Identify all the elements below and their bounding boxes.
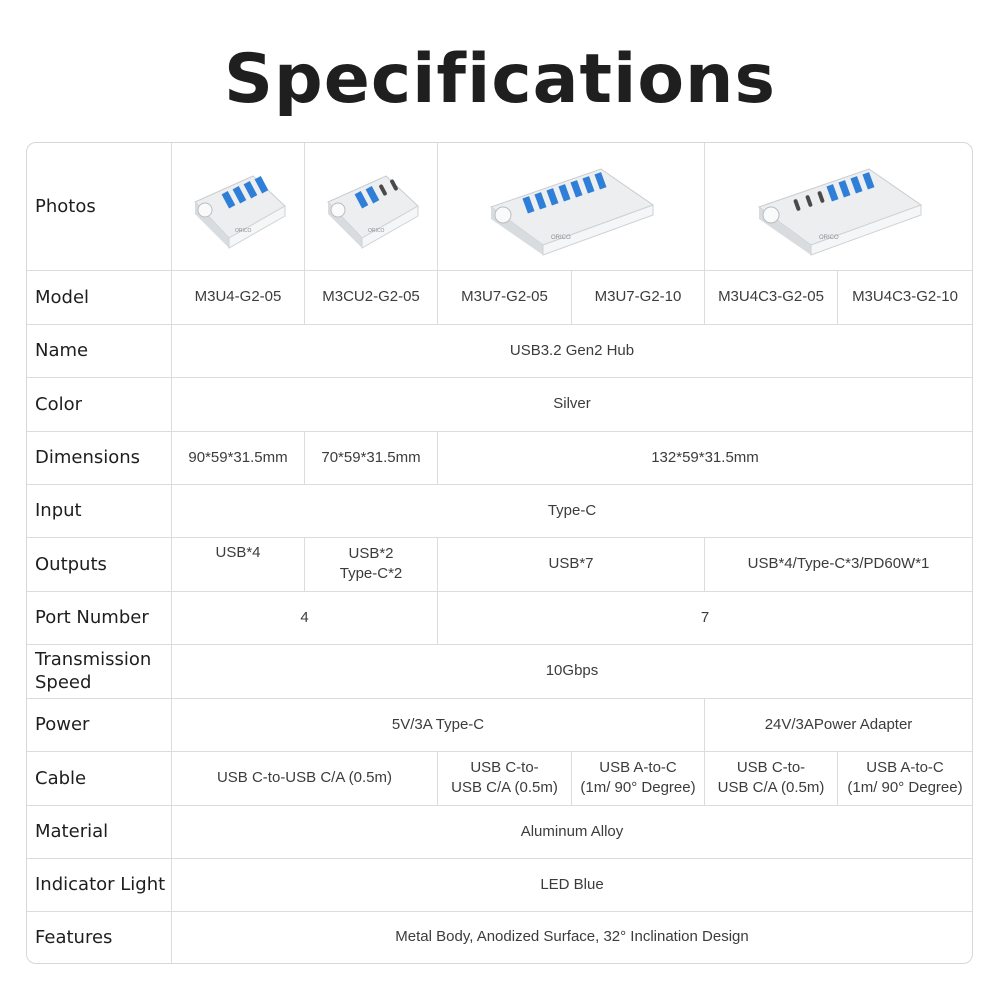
row-indicator-light bbox=[27, 858, 972, 912]
svg-text:ORICO: ORICO bbox=[551, 234, 571, 241]
cable-value bbox=[571, 751, 704, 805]
photo-cell-2 bbox=[304, 143, 437, 270]
photo-cell-4 bbox=[704, 143, 972, 270]
label-input: Input bbox=[35, 500, 82, 521]
row-dimensions bbox=[27, 431, 972, 485]
material-value: Aluminum Alloy bbox=[171, 805, 972, 858]
page-title: Specifications bbox=[224, 40, 776, 119]
outputs-line: Type-C*2 bbox=[339, 565, 403, 582]
power-value: 5V/3A Type-C bbox=[171, 698, 704, 751]
cable-line: USB C/A (0.5m) bbox=[451, 779, 558, 796]
label-transmission-speed bbox=[27, 644, 171, 698]
power-value: 24V/3APower Adapter bbox=[704, 698, 972, 751]
cable-value bbox=[837, 751, 972, 805]
port-number-value: 4 bbox=[171, 591, 437, 644]
row-input bbox=[27, 484, 972, 538]
outputs-line: USB*4 bbox=[215, 544, 261, 561]
outputs-line: USB*7 bbox=[548, 555, 594, 572]
transmission-speed-value: 10Gbps bbox=[171, 644, 972, 698]
label-power: Power bbox=[35, 714, 90, 735]
cable-line: USB C-to-USB C/A (0.5m) bbox=[216, 769, 393, 786]
label-line: Speed bbox=[35, 672, 92, 693]
row-outputs bbox=[27, 537, 972, 592]
dimensions-value: 90*59*31.5mm bbox=[171, 431, 304, 484]
hub-4-usb-a-photo bbox=[183, 162, 293, 252]
cable-value bbox=[171, 751, 437, 805]
cable-value bbox=[704, 751, 837, 805]
outputs-value bbox=[304, 537, 437, 591]
model-cell: M3U4-G2-05 bbox=[171, 270, 304, 324]
input-value: Type-C bbox=[171, 484, 972, 537]
model-cell: M3U4C3-G2-10 bbox=[837, 270, 972, 324]
cable-line: USB C-to- bbox=[470, 759, 539, 776]
name-value: USB3.2 Gen2 Hub bbox=[171, 324, 972, 377]
model-cell: M3CU2-G2-05 bbox=[304, 270, 437, 324]
spec-table bbox=[26, 142, 973, 964]
row-transmission-speed bbox=[27, 644, 972, 699]
row-name bbox=[27, 324, 972, 378]
cable-line: USB A-to-C bbox=[599, 759, 677, 776]
hub-2a-2c-photo bbox=[316, 162, 426, 252]
label-features: Features bbox=[35, 926, 113, 948]
row-power bbox=[27, 698, 972, 752]
outputs-value bbox=[171, 537, 304, 591]
row-color bbox=[27, 377, 972, 432]
label-color: Color bbox=[35, 393, 82, 415]
label-indicator-light: Indicator Light bbox=[35, 874, 166, 895]
svg-text:ORICO: ORICO bbox=[818, 234, 839, 241]
row-photos bbox=[27, 143, 972, 271]
label-outputs: Outputs bbox=[35, 553, 107, 575]
row-cable bbox=[27, 751, 972, 806]
cable-line: USB C-to- bbox=[736, 759, 806, 776]
label-cable: Cable bbox=[35, 767, 87, 789]
row-port-number bbox=[27, 591, 972, 645]
label-model: Model bbox=[35, 286, 90, 308]
features-value: Metal Body, Anodized Surface, 32° Inclination Design bbox=[171, 911, 972, 963]
label-dimensions: Dimensions bbox=[35, 447, 141, 468]
outputs-value bbox=[437, 537, 704, 591]
model-cell: M3U7-G2-05 bbox=[437, 270, 571, 324]
cable-line: USB A-to-C bbox=[866, 759, 944, 776]
row-material bbox=[27, 805, 972, 859]
hub-7-usb-a-photo bbox=[481, 157, 661, 257]
label-photos: Photos bbox=[35, 196, 96, 217]
cable-line: USB C/A (0.5m) bbox=[717, 779, 825, 796]
cable-line: (1m/ 90° Degree) bbox=[580, 779, 696, 796]
model-cell: M3U4C3-G2-05 bbox=[704, 270, 837, 324]
dimensions-value: 70*59*31.5mm bbox=[304, 431, 437, 484]
outputs-value bbox=[704, 537, 972, 591]
color-value: Silver bbox=[171, 377, 972, 431]
cable-line: (1m/ 90° Degree) bbox=[847, 779, 963, 796]
svg-text:ORICO: ORICO bbox=[368, 227, 385, 234]
label-line: Transmission bbox=[35, 649, 152, 670]
photo-cell-1 bbox=[171, 143, 304, 270]
label-name: Name bbox=[35, 340, 89, 361]
label-port-number: Port Number bbox=[35, 607, 149, 628]
outputs-line: USB*4/Type-C*3/PD60W*1 bbox=[747, 555, 930, 572]
row-model bbox=[27, 270, 972, 325]
svg-text:ORICO: ORICO bbox=[235, 227, 252, 234]
photo-cell-3 bbox=[437, 143, 704, 270]
cable-value bbox=[437, 751, 571, 805]
port-number-value: 7 bbox=[437, 591, 972, 644]
label-material: Material bbox=[35, 821, 109, 842]
outputs-line: USB*2 bbox=[348, 545, 394, 562]
indicator-light-value: LED Blue bbox=[171, 858, 972, 911]
dimensions-value: 132*59*31.5mm bbox=[437, 431, 972, 484]
row-features bbox=[27, 911, 972, 963]
model-cell: M3U7-G2-10 bbox=[571, 270, 704, 324]
hub-4a-3c-photo bbox=[749, 157, 929, 257]
